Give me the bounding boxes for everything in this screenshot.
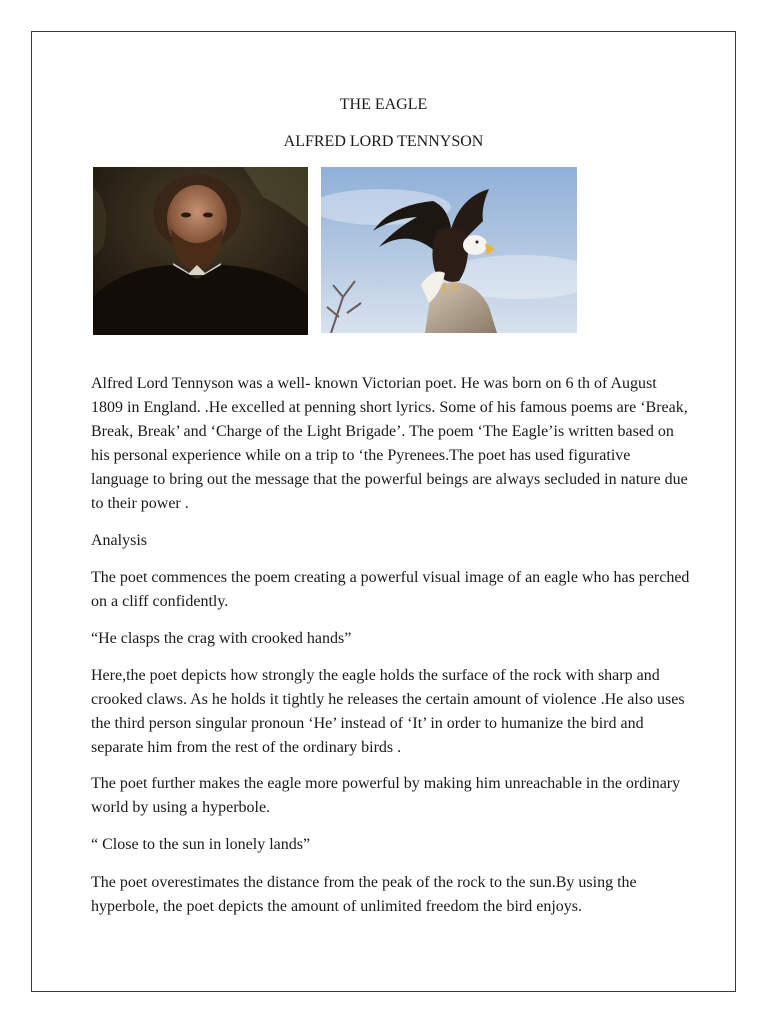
body-paragraph: The poet further makes the eagle more powerful by making him unreachable in the ordinary world by using a hyperbole. — [91, 775, 681, 816]
document-page — [31, 31, 736, 992]
poem-title: THE EAGLE — [339, 96, 428, 113]
analysis-heading: Analysis — [91, 532, 147, 549]
body-paragraph: The poet overestimates the distance from the peak of the rock to the sun.By using the hyperbole, the poet depicts the amount of unlimited freedom the bird enjoys. — [91, 874, 637, 915]
intro-paragraph: Alfred Lord Tennyson was a well- known Victorian poet. He was born on 6 th of August 1809 in England. .He excelled at penning short lyrics. Some of his famous poems are ‘Break, Break, Break’ and ‘Charge of the Light Brigade’. The poem ‘The Eagle’is written based on his personal experience while on a trip to ‘the Pyrenees.The poet has used figurative language to bring out the message that the powerful beings are always secluded in nature due to their power . — [91, 375, 688, 512]
bald-eagle-photo — [321, 167, 577, 333]
body-paragraph: The poet commences the poem creating a powerful visual image of an eagle who has perched on a cliff confidently. — [91, 569, 690, 610]
author-name: ALFRED LORD TENNYSON — [283, 133, 484, 150]
poem-quote: “He clasps the crag with crooked hands” — [91, 630, 352, 647]
body-paragraph: Here,the poet depicts how strongly the eagle holds the surface of the rock with sharp and crooked claws. As he holds it tightly he releases the certain amount of violence .He also uses the third person singular pronoun ‘He’ instead of ‘It’ in order to humanize the bird and separate him from the rest of the ordinary birds . — [91, 667, 685, 756]
portrait-photo — [93, 167, 308, 335]
poem-quote: “ Close to the sun in lonely lands” — [91, 836, 311, 853]
